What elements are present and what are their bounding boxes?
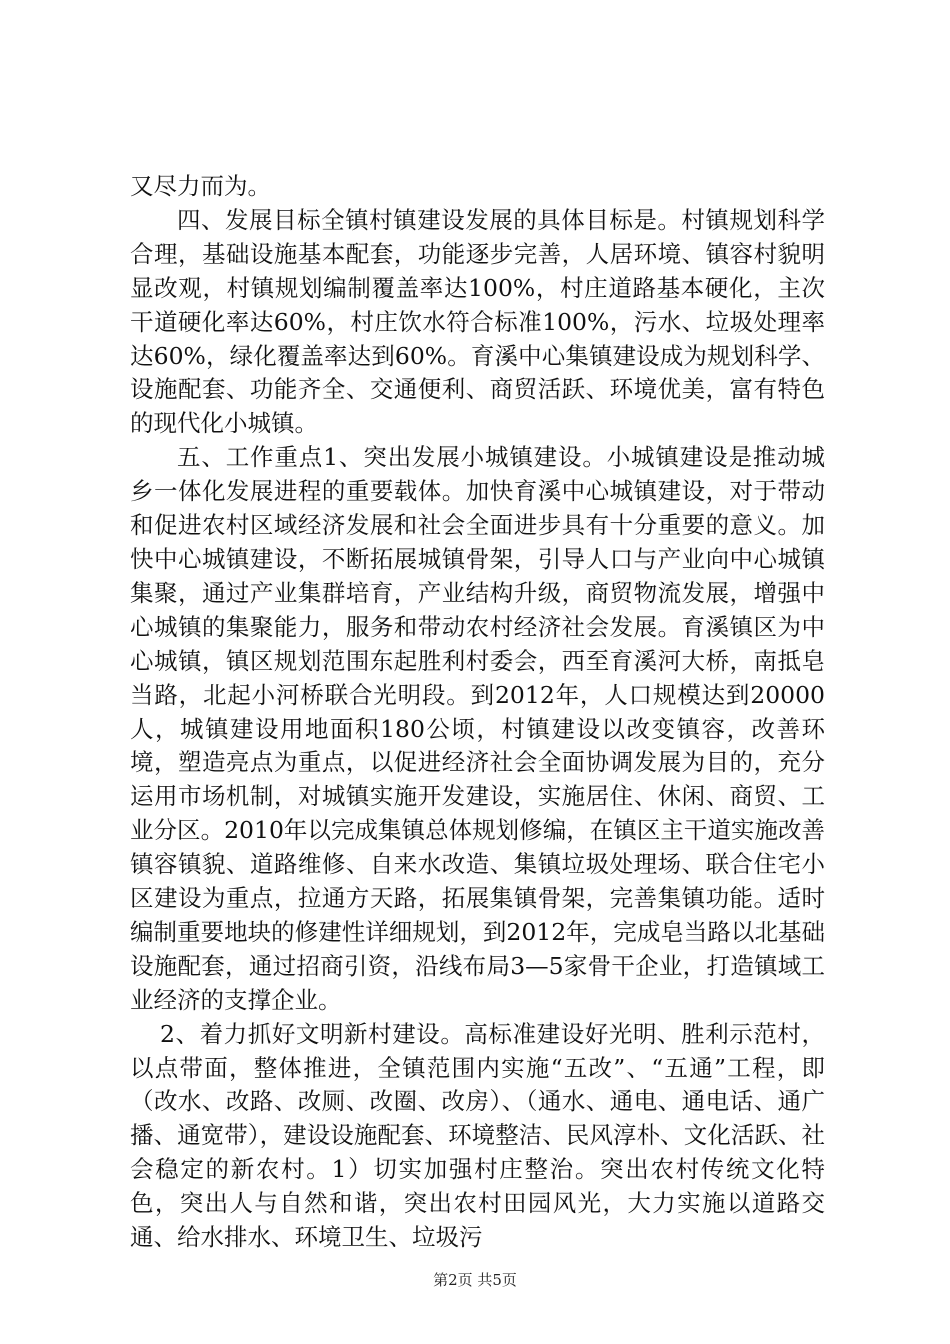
document-body (130, 170, 825, 1255)
page-footer: 第2页 共5页 (433, 1271, 517, 1289)
paragraph-development-goals: 四、发展目标全镇村镇建设发展的具体目标是。村镇规划科学合理，基础设施基本配套，功能逐步完善，人居环境、镇容村貌明显改观，村镇规划编制覆盖率达100%，村庄道路基本硬化，主次干道硬化率达60%，村庄饮水符合标准100%，污水、垃圾处理率达60%，绿化覆盖率达到60%。育溪中心集镇建设成为规划科学、设施配套、功能齐全、交通便利、商贸活跃、环境优美，富有特色的现代化小城镇。 (130, 205, 825, 438)
paragraph-work-focus: 五、工作重点1、突出发展小城镇建设。小城镇建设是推动城乡一体化发展进程的重要载体。加快育溪中心城镇建设，对于带动和促进农村区域经济发展和社会全面进步具有十分重要的意义。加快中心城镇建设，不断拓展城镇骨架，引导人口与产业向中心城镇集聚，通过产业集群培育，产业结构升级，商贸物流发展，增强中心城镇的集聚能力，服务和带动农村经济社会发展。育溪镇区为中心城镇，镇区规划范围东起胜利村委会，西至育溪河大桥，南抵皂当路，北起小河桥联合光明段。到2012年，人口规模达到20000人，城镇建设用地面积180公顷，村镇建设以改变镇容，改善环境，塑造亮点为重点，以促进经济社会全面协调发展为目的，充分运用市场机制，对城镇实施开发建设，实施居住、休闲、商贸、工业分区。2010年以完成集镇总体规划修编，在镇区主干道实施改善镇容镇貌、道路维修、自来水改造、集镇垃圾处理场、联合住宅小区建设为重点，拉通方天路，拓展集镇骨架，完善集镇功能。适时编制重要地块的修建性详细规划，到2012年，完成皂当路以北基础设施配套，通过招商引资，沿线布局3—5家骨干企业，打造镇域工业经济的支撑企业。 (130, 443, 825, 1014)
paragraph-continuation: 又尽力而为。 (130, 172, 271, 200)
paragraph-civilized-village: 2、着力抓好文明新村建设。高标准建设好光明、胜利示范村，以点带面，整体推进，全镇范围内实施“五改”、“五通”工程，即（改水、改路、改厕、改圈、改房）、（通水、通电、通电话、通广播、通宽带），建设设施配套、环境整洁、民风淳朴、文化活跃、社会稳定的新农村。1）切实加强村庄整治。突出农村传统文化特色，突出人与自然和谐，突出农村田园风光，大力实施以道路交通、给水排水、环境卫生、垃圾污 (130, 1019, 825, 1252)
